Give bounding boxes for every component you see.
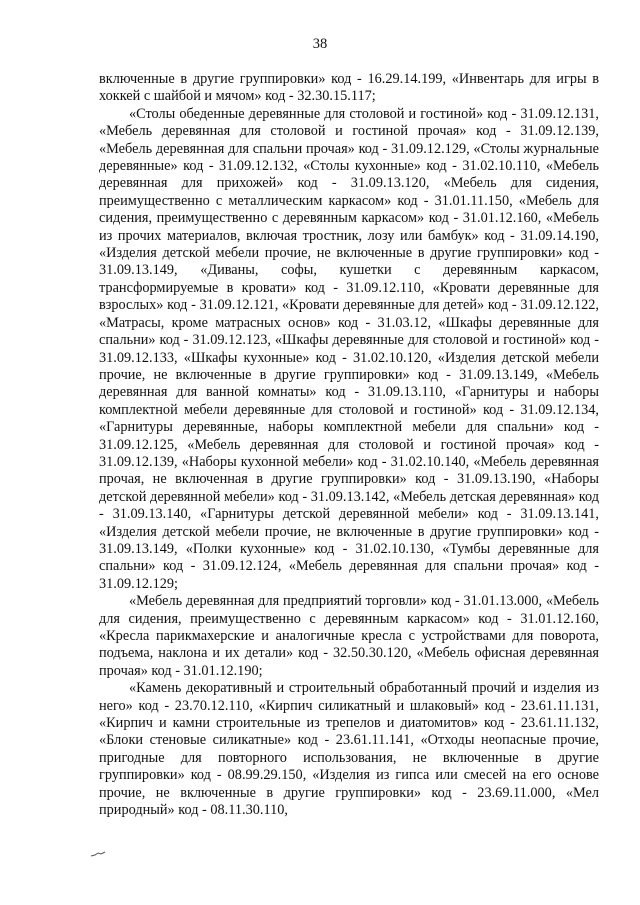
document-body (99, 71, 599, 819)
scan-mark-icon (90, 850, 106, 858)
paragraph-continuation: включенные в другие группировки» код - 16.29.14.199, «Инвентарь для игры в хоккей с шайбой и мячом» код - 32.30.15.117; (99, 71, 599, 105)
paragraph-dining-bedroom-furniture: «Столы обеденные деревянные для столовой и гостиной» код - 31.09.12.131, «Мебель деревянная для столовой и гостиной прочая» код - 31.09.12.139, «Мебель деревянная для спальни прочая» код - 31.09.12.129, «Столы журнальные деревянные» код - 31.09.12.132, «Столы кухонные» код - 31.02.10.110, «Мебель деревянная для прихожей» код - 31.09.13.120, «Мебель для сидения, преимущественно с металлическим каркасом» код - 31.01.11.150, «Мебель для сидения, преимущественно с деревянным каркасом» код - 31.01.12.160, «Мебель из прочих материалов, включая тростник, лозу или бамбук» код - 31.09.14.190, «Изделия детской мебели прочие, не включенные в другие группировки» код - 31.09.13.149, «Диваны, софы, кушетки с деревянным каркасом, трансформируемые в кровати» код - 31.09.12.110, «Кровати деревянные для взрослых» код - 31.09.12.121, «Кровати деревянные для детей» код - 31.09.12.122, «Матрасы, кроме матрасных основ» код - 31.03.12, «Шкафы деревянные для спальни» код - 31.09.12.123, «Шкафы деревянные для столовой и гостиной» код - 31.09.12.133, «Шкафы кухонные» код - 31.02.10.120, «Изделия детской мебели прочие, не включенные в другие группировки» код - 31.09.13.149, «Мебель деревянная для ванной комнаты» код - 31.09.13.110, «Гарнитуры и наборы комплектной мебели деревянные для столовой и гостиной» код - 31.09.12.134, «Гарнитуры деревянные, наборы комплектной мебели для спальни» код - 31.09.12.125, «Мебель деревянная для столовой и гостиной прочая» код - 31.09.12.139, «Наборы кухонной мебели» код - 31.02.10.140, «Мебель деревянная прочая, не включенная в другие группировки» код - 31.09.13.190, «Наборы детской деревянной мебели» код - 31.09.13.142, «Мебель детская деревянная» код - 31.09.13.140, «Гарнитуры детской деревянной мебели» код - 31.09.13.141, «Изделия детской мебели прочие, не включенные в другие группировки» код - 31.09.13.149, «Полки кухонные» код - 31.02.10.130, «Тумбы деревянные для спальни» код - 31.09.12.124, «Мебель деревянная для спальни прочая» код - 31.09.12.129; (99, 105, 599, 592)
page-number: 38 (312, 36, 328, 52)
paragraph-stone-brick-materials: «Камень декоративный и строительный обработанный прочий и изделия из него» код - 23.70.12.110, «Кирпич силикатный и шлаковый» код - 23.61.11.131, «Кирпич и камни строительные из трепелов и диатомитов» код - 23.61.11.132, «Блоки стеновые силикатные» код - 23.61.11.141, «Отходы неопасные прочие, пригодные для повторного использования, не включенные в другие группировки» код - 08.99.29.150, «Изделия из гипса или смесей на его основе прочие, не включенные в другие группировки» код - 23.69.11.000, «Мел природный» код - 08.11.30.110, (99, 680, 599, 819)
paragraph-commercial-furniture: «Мебель деревянная для предприятий торговли» код - 31.01.13.000, «Мебель для сидения, преимущественно с деревянным каркасом» код - 31.01.12.160, «Кресла парикмахерские и аналогичные кресла с устройствами для поворота, подъема, наклона и их детали» код - 32.50.30.120, «Мебель офисная деревянная прочая» код - 31.01.12.190; (99, 593, 599, 679)
